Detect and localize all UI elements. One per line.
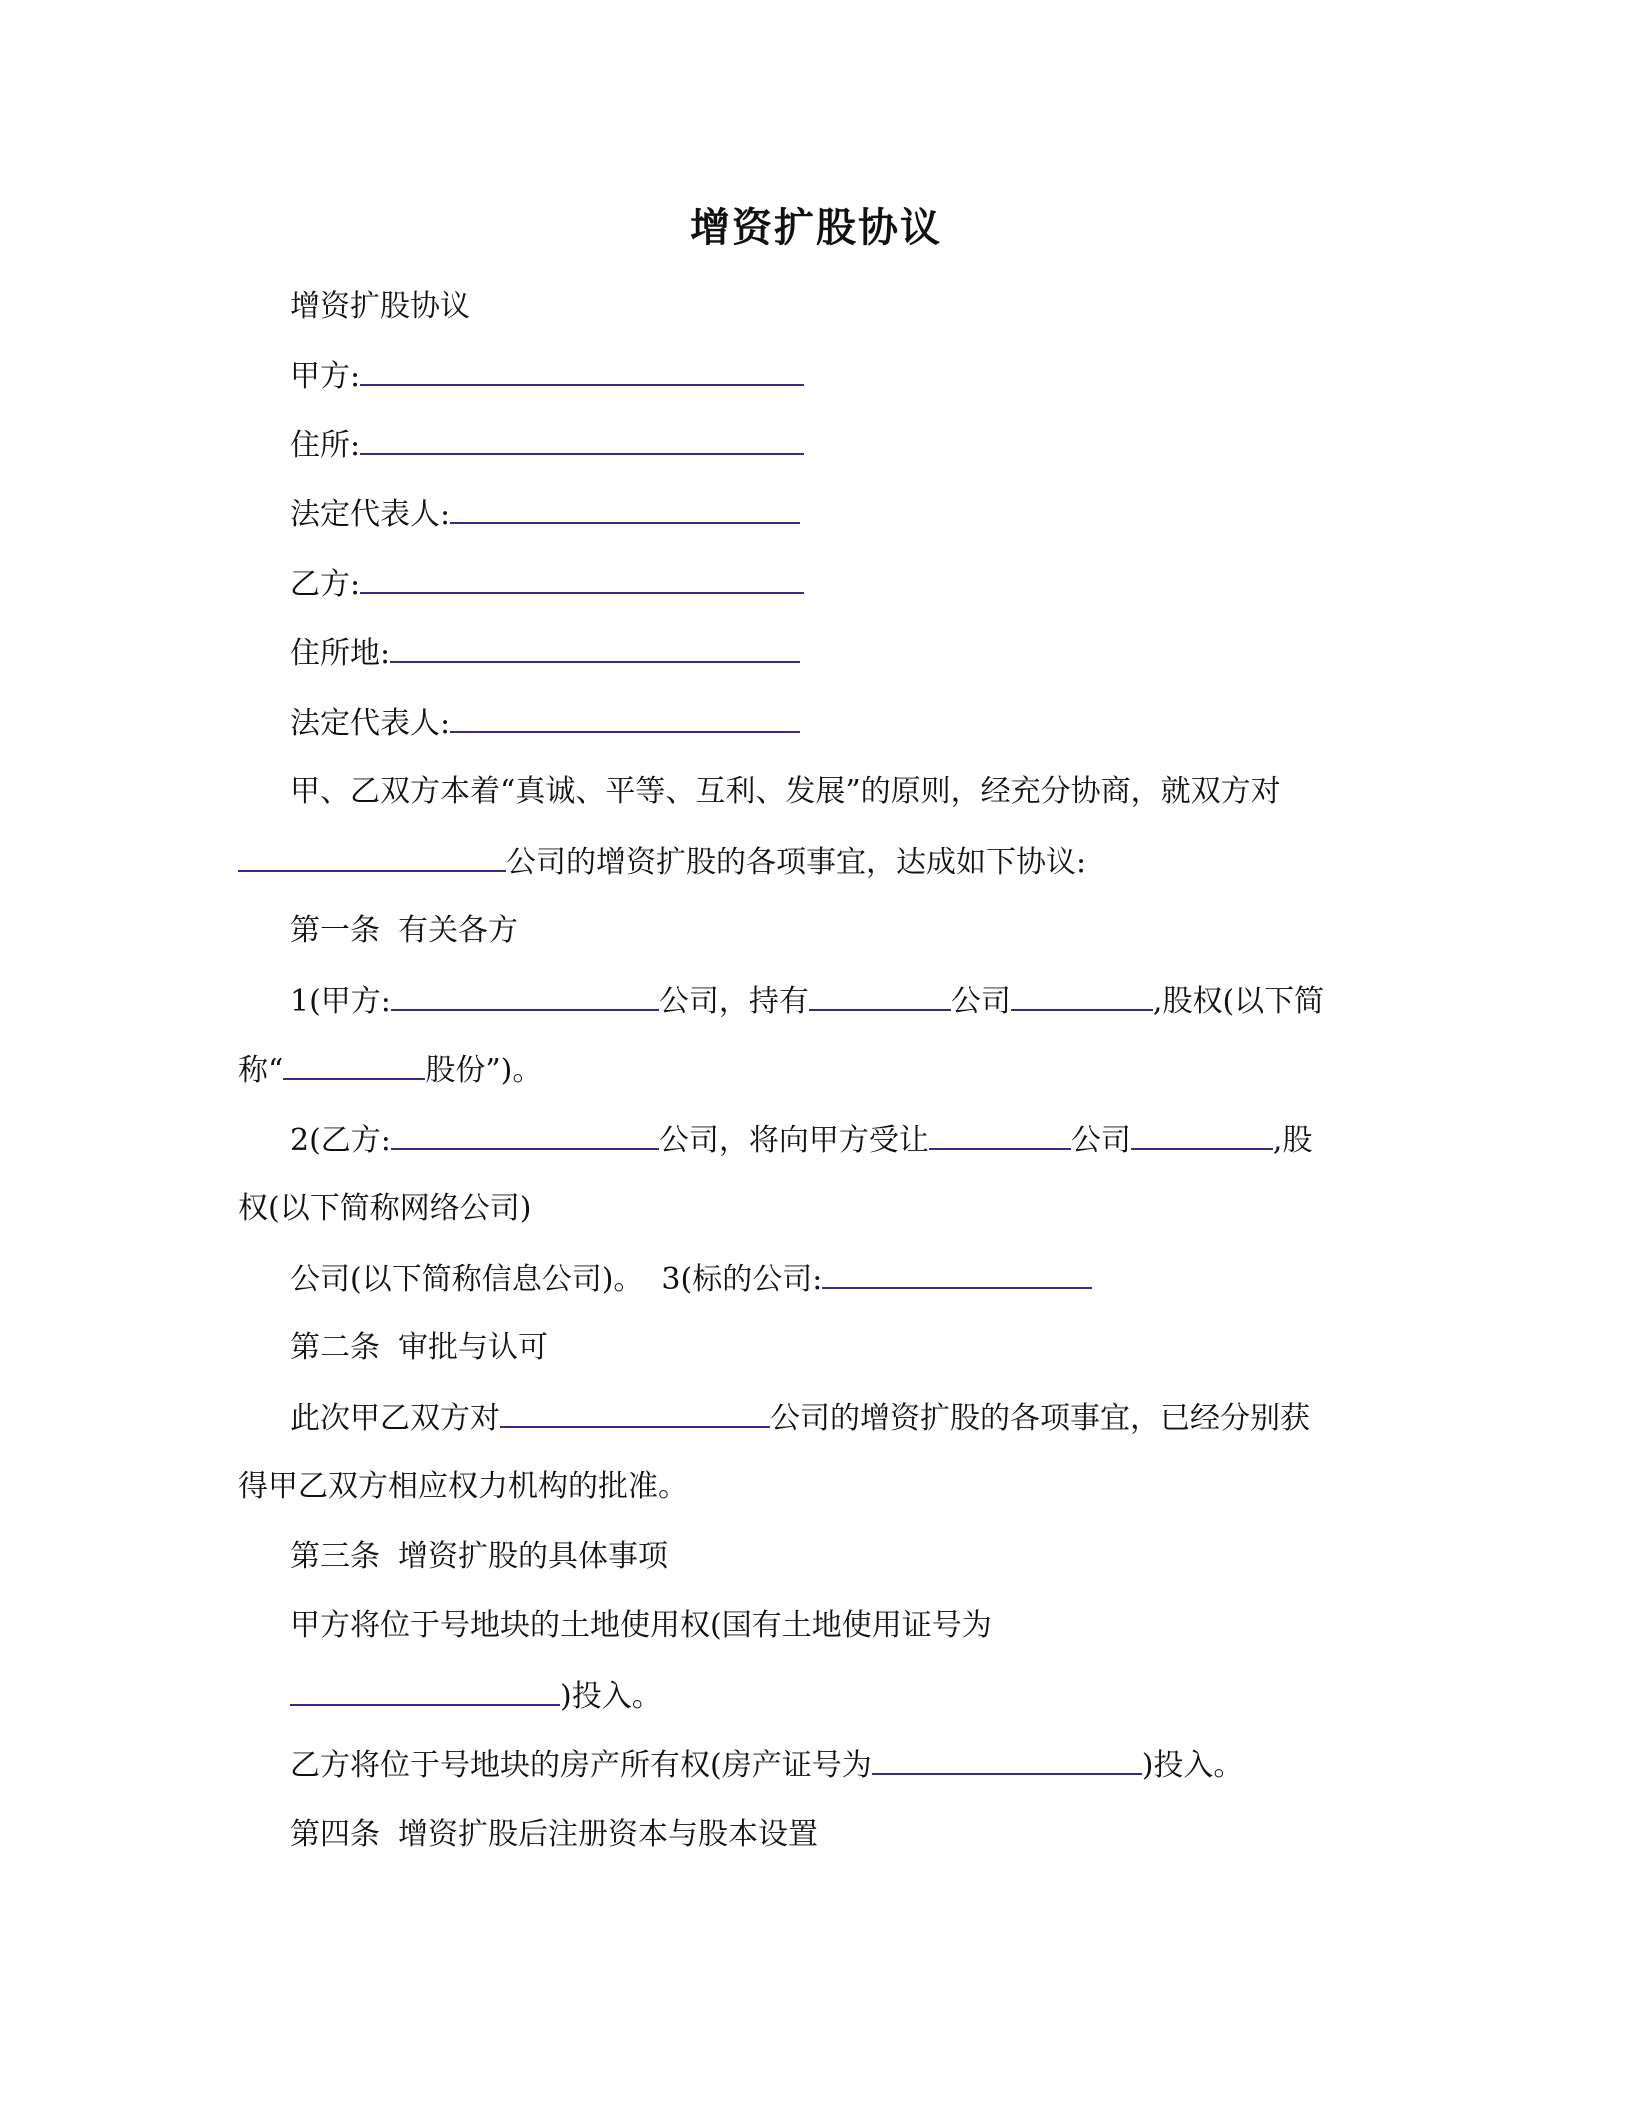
article-3-number: 第三条 — [290, 1539, 380, 1574]
item-2-text-d: ,股 — [1272, 1123, 1313, 1158]
article-2-number: 第二条 — [290, 1330, 380, 1365]
article-2-text-a: 此次甲乙双方对 — [290, 1401, 500, 1436]
party-a-label: 甲方: — [290, 359, 361, 394]
item-1-text-e: 称“ — [238, 1053, 284, 1088]
item-1-holding-blank[interactable] — [809, 979, 951, 1011]
item-3-label: 3(标的公司: — [661, 1262, 823, 1297]
item-2-company-blank[interactable] — [391, 1118, 659, 1150]
intro-line-2 — [238, 840, 1086, 885]
party-a-line — [290, 354, 804, 399]
article-3-text-b: )投入。 — [560, 1679, 662, 1714]
article-2-title: 审批与认可 — [398, 1330, 548, 1365]
residence-place-blank[interactable] — [390, 631, 800, 663]
article-2-text-b: 公司的增资扩股的各项事宜，已经分别获 — [770, 1401, 1310, 1436]
article-2-para-cont: 得甲乙双方相应权力机构的批准。 — [238, 1469, 688, 1504]
article-4-heading — [290, 1813, 818, 1857]
article-3-para-2 — [290, 1743, 1243, 1788]
article-3-text-c: 乙方将位于号地块的房产所有权(房产证号为 — [290, 1748, 872, 1783]
article-1-item-2-cont: 权(以下简称网络公司) — [238, 1191, 532, 1226]
residence-line — [290, 423, 804, 468]
residence-blank[interactable] — [360, 423, 804, 455]
item-1-text-c: 公司 — [950, 984, 1011, 1019]
item-3-text-a: 公司(以下简称信息公司)。 — [290, 1262, 644, 1297]
article-4-number: 第四条 — [290, 1817, 380, 1852]
party-a-blank[interactable] — [360, 354, 804, 386]
intro-company-blank[interactable] — [238, 840, 506, 872]
legal-rep-1-label: 法定代表人: — [290, 497, 451, 532]
article-1-item-3 — [290, 1257, 1092, 1302]
article-3-text-d: )投入。 — [1141, 1748, 1244, 1783]
article-1-item-1 — [290, 979, 1324, 1024]
item-1-text-f: 股份”)。 — [425, 1053, 543, 1088]
intro-line-2-text: 公司的增资扩股的各项事宜，达成如下协议: — [506, 845, 1087, 880]
article-1-heading — [290, 909, 518, 953]
article-4-title: 增资扩股后注册资本与股本设置 — [398, 1817, 818, 1852]
legal-rep-1-blank[interactable] — [450, 492, 800, 524]
item-2-label: 2(乙方: — [290, 1123, 391, 1158]
party-b-label: 乙方: — [290, 567, 361, 602]
document-title: 增资扩股协议 — [690, 204, 942, 251]
party-b-blank[interactable] — [360, 562, 804, 594]
residence-label: 住所: — [290, 428, 361, 463]
legal-rep-2-label: 法定代表人: — [290, 706, 451, 741]
residence-place-label: 住所地: — [290, 636, 391, 671]
article-1-item-1-cont — [238, 1048, 542, 1093]
article-2-heading — [290, 1326, 548, 1370]
item-2-transfer-blank[interactable] — [929, 1118, 1071, 1150]
item-1-company-blank[interactable] — [391, 979, 659, 1011]
intro-line-1: 甲、乙双方本着“真诚、平等、互利、发展”的原则，经充分协商，就双方对 — [290, 774, 1281, 809]
article-3-title: 增资扩股的具体事项 — [398, 1539, 668, 1574]
target-company-blank[interactable] — [822, 1257, 1092, 1289]
item-1-shares-blank[interactable] — [283, 1048, 425, 1080]
item-1-equity-blank[interactable] — [1011, 979, 1153, 1011]
article-2-para — [290, 1396, 1310, 1441]
article-2-company-blank[interactable] — [500, 1396, 770, 1428]
property-certificate-blank[interactable] — [872, 1743, 1142, 1775]
article-3-heading — [290, 1535, 668, 1579]
item-1-label: 1(甲方: — [290, 984, 391, 1019]
party-b-line — [290, 562, 804, 607]
item-1-text-b: 公司，持有 — [658, 984, 809, 1019]
item-2-text-c: 公司 — [1070, 1123, 1131, 1158]
item-1-text-d: ,股权(以下简 — [1152, 984, 1325, 1019]
article-1-title: 有关各方 — [398, 913, 518, 948]
article-1-item-2 — [290, 1118, 1312, 1163]
legal-rep-2-line — [290, 701, 800, 746]
item-2-equity-blank[interactable] — [1131, 1118, 1273, 1150]
legal-rep-2-blank[interactable] — [450, 701, 800, 733]
item-2-text-b: 公司，将向甲方受让 — [658, 1123, 929, 1158]
legal-rep-1-line — [290, 492, 800, 537]
article-3-para-1-cont — [290, 1674, 662, 1719]
article-1-number: 第一条 — [290, 913, 380, 948]
subtitle: 增资扩股协议 — [290, 289, 470, 324]
residence-place-line — [290, 631, 800, 676]
article-3-para-1: 甲方将位于号地块的土地使用权(国有土地使用证号为 — [290, 1608, 992, 1643]
land-certificate-blank[interactable] — [290, 1674, 560, 1706]
